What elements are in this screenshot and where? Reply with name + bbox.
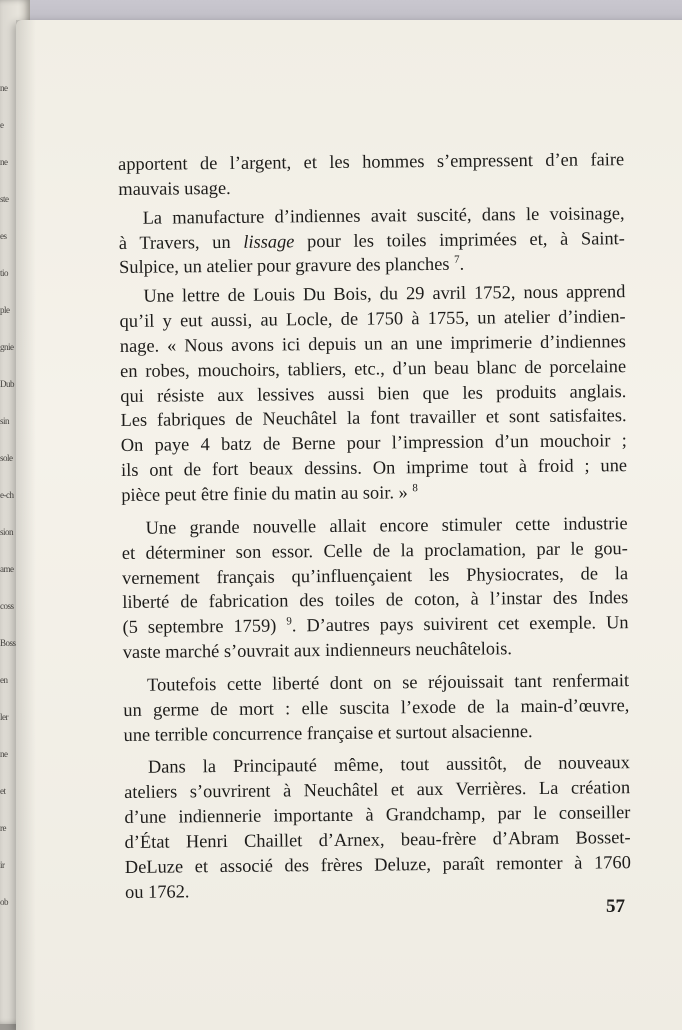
- facing-page-fragment: ir: [0, 847, 16, 884]
- paragraph: [124, 751, 631, 905]
- text-line: La manufacture d’indiennes avait suscité, dans le voisinage,: [119, 201, 625, 231]
- text-line: Dans la Principauté même, tout aussitôt, de nouveaux: [124, 751, 630, 781]
- facing-page-fragment: ne: [0, 736, 16, 773]
- page-gutter-shadow: [16, 20, 36, 1030]
- text-line: apportent de l’argent, et les hommes s’empressent d’en faire: [118, 147, 624, 177]
- facing-page-fragment: ste: [0, 181, 16, 218]
- paragraph: [119, 279, 627, 507]
- body-text: [118, 147, 631, 904]
- facing-page-fragment: coss: [0, 588, 16, 625]
- line-segment: pièce peut être finie du matin au soir. »: [121, 482, 408, 505]
- line-segment: à Travers, un: [119, 231, 244, 252]
- text-line: vaste marché s’ouvrait aux indienneurs neuchâtelois.: [123, 635, 629, 665]
- facing-page-text: [0, 70, 16, 930]
- text-line: en robes, mouchoirs, tabliers, etc., d’un beau blanc de porcelaine: [120, 354, 626, 384]
- text-line: qu’il y eut aussi, au Locle, de 1750 à 1755, un atelier d’indien-: [120, 304, 626, 334]
- text-line: d’une indiennerie importante à Grandchamp, par le conseiller: [124, 800, 630, 830]
- text-line: ils ont de fort beaux dessins. On imprime tout à froid ; une: [121, 453, 627, 483]
- text-line: liberté de fabrication des toiles de coton, à l’instar des Indes: [122, 585, 628, 615]
- text-line: nage. « Nous avons ici depuis un an une imprimerie d’indiennes: [120, 329, 626, 359]
- line-segment: . D’autres pays suivirent cet exemple. Un: [292, 612, 629, 635]
- facing-page-fragment: re: [0, 810, 16, 847]
- facing-page-fragment: e: [0, 107, 16, 144]
- footnote-ref: 7: [454, 254, 460, 266]
- line-segment: (5 septembre 1759): [122, 616, 276, 637]
- facing-page-fragment: ob: [0, 884, 16, 921]
- text-line: [122, 610, 628, 640]
- facing-page-fragment: ame: [0, 551, 16, 588]
- line-segment: .: [460, 254, 465, 274]
- facing-page-fragment: et: [0, 773, 16, 810]
- facing-page-fragment: tio: [0, 255, 16, 292]
- text-line: Une lettre de Louis Du Bois, du 29 avril 1752, nous apprend: [119, 279, 625, 309]
- text-line: vernement français qu’influençaient les Physiocrates, de la: [122, 561, 628, 591]
- facing-page-fragment: Dub: [0, 366, 16, 403]
- facing-page-fragment: ple: [0, 292, 16, 329]
- line-segment: Sulpice, un atelier pour gravure des planches: [119, 254, 450, 277]
- text-line: On paye 4 batz de Berne pour l’impression d’un mouchoir ;: [121, 428, 627, 458]
- text-line: qui résiste aux lessives aussi bien que les produits anglais.: [120, 379, 626, 409]
- text-line: mauvais usage.: [118, 172, 624, 202]
- text-line: Toutefois cette liberté dont on se réjouissait tant renfermait: [123, 668, 629, 698]
- line-segment: pour les toiles imprimées et, à Saint-: [294, 228, 625, 251]
- facing-page-fragment: es: [0, 218, 16, 255]
- facing-page-fragment: sion: [0, 514, 16, 551]
- text-line: ou 1762.: [125, 875, 631, 905]
- footnote-ref: 8: [412, 482, 418, 494]
- facing-page-fragment: ne: [0, 144, 16, 181]
- page-number: 57: [606, 896, 625, 918]
- text-line: ateliers s’ouvrirent à Neuchâtel et aux Verrières. La création: [124, 775, 630, 805]
- facing-page-fragment: Boss: [0, 625, 16, 662]
- facing-page-fragment: ler: [0, 699, 16, 736]
- paragraph: [123, 668, 630, 747]
- text-line: Les fabriques de Neuchâtel la font travailler et sont satisfaites.: [120, 404, 626, 434]
- text-line: et déterminer son essor. Celle de la proclamation, par le gou-: [122, 536, 628, 566]
- facing-page-fragment: e-ch: [0, 477, 16, 514]
- facing-page-fragment: sin: [0, 403, 16, 440]
- facing-page-fragment: ne: [0, 70, 16, 107]
- text-line: DeLuze et associé des frères Deluze, paraît remonter à 1760: [125, 850, 631, 880]
- footnote-ref: 9: [286, 616, 292, 628]
- facing-page-fragment: gnie: [0, 329, 16, 366]
- paragraph: [121, 511, 628, 665]
- text-line: une terrible concurrence française et surtout alsacienne.: [123, 718, 629, 748]
- facing-page-fragment: sole: [0, 440, 16, 477]
- paragraph: [118, 147, 624, 202]
- text-line: un germe de mort : elle suscita l’exode de la main-d’œuvre,: [123, 693, 629, 723]
- text-line: d’État Henri Chaillet d’Arnex, beau-frère d’Abram Bosset-: [125, 825, 631, 855]
- facing-page-fragment: en: [0, 662, 16, 699]
- italic-term: lissage: [243, 231, 294, 251]
- text-line: Une grande nouvelle allait encore stimuler cette industrie: [121, 511, 627, 541]
- paragraph: [119, 201, 626, 280]
